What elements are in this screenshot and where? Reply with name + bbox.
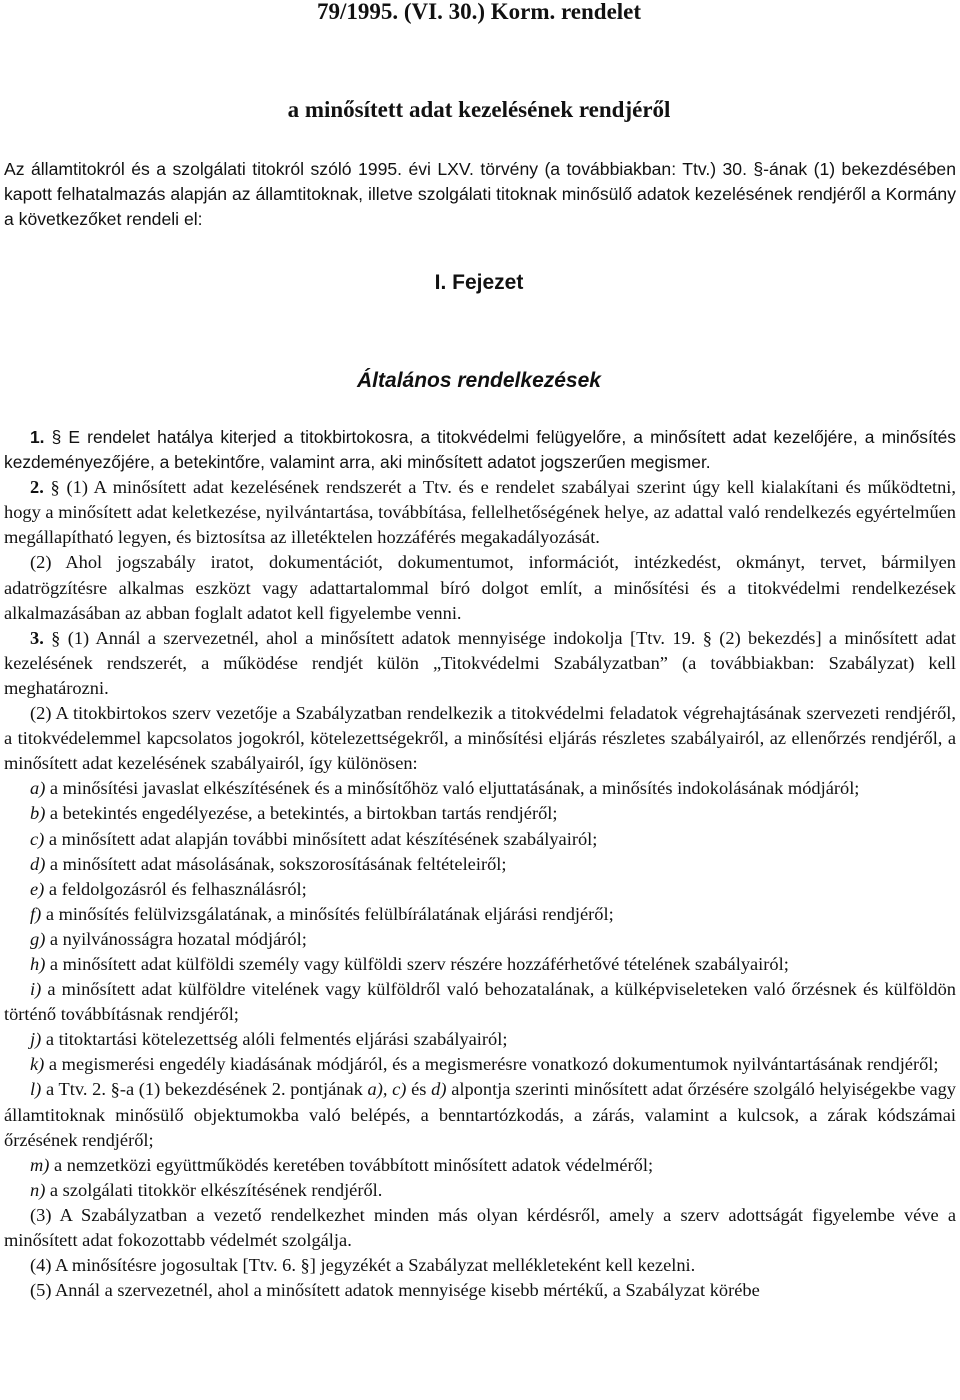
chapter-number: I. Fejezet <box>434 271 524 294</box>
list-item-text: a feldolgozásról és felhasználásról; <box>44 878 307 899</box>
decree-subject-title: a minősített adat kezelésének rendjéről <box>287 97 671 122</box>
list-item <box>4 1178 956 1203</box>
list-item-reference: d) <box>431 1079 447 1100</box>
list-item-reference: a), c) <box>367 1079 407 1100</box>
section-text: § (1) A minősített adat kezelésének rendszerét a Ttv. és e rendelet szabályai szerint úgy kell kialakítani és működtetni, hogy a minősített adat keletkezése, nyilvántartása, továbbítása, fellelhetőségének helye, az adattal való rendelkezés egyértelműen megállapítható legyen, és biztosítsa az illetéktelen hozzáférés megakadályozását. <box>4 477 956 548</box>
section-number: 3. <box>30 627 44 648</box>
list-item-text: a titoktartási kötelezettség alóli felmentés eljárási szabályairól; <box>41 1029 508 1050</box>
list-item-text: a minősítési javaslat elkészítésének és a minősítőhöz való eljuttatásának, a minősítés indokolásának módjáról; <box>45 778 860 799</box>
list-item-text: és <box>406 1079 432 1100</box>
section-text: § E rendelet hatálya kiterjed a titokbirtokosra, a titokvédelmi felügyelőre, a minősített adat kezelőjére, a minősítés kezdeményezőjére, a betekintőre, valamint arra, aki minősített adatot jogszerűen megismer. <box>4 427 956 473</box>
list-item-label: i) <box>30 979 42 1000</box>
list-item-label: m) <box>30 1154 50 1175</box>
section-number: 1. <box>30 427 45 447</box>
list-item-label: g) <box>30 928 46 949</box>
list-item-text: a minősített adat másolásának, sokszorosításának feltételeiről; <box>45 853 507 874</box>
list-item-text: a nemzetközi együttműködés keretében továbbított minősített adatok védelméről; <box>49 1154 654 1175</box>
list-item-label: a) <box>30 778 46 799</box>
list-item-label: c) <box>30 828 45 849</box>
list-item-text: a minősített adat alapján további minősített adat készítésének szabályairól; <box>44 828 598 849</box>
list-item-text: a Ttv. 2. §-a (1) bekezdésének 2. pontjának <box>41 1079 368 1100</box>
list-item-label: f) <box>30 903 42 924</box>
list-item <box>4 977 956 1027</box>
list-item-label: j) <box>30 1029 42 1050</box>
section-3-paragraph-3: (3) A Szabályzatban a vezető rendelkezhet minden más olyan kérdésről, amely a szerv adottságát figyelembe véve a minősített adat fokozottabb védelmét szolgálja. <box>4 1204 956 1250</box>
document-body <box>4 425 956 1303</box>
list-item-label: k) <box>30 1054 45 1075</box>
section-3-paragraph-1 <box>4 626 956 701</box>
list-items-continued <box>4 1153 956 1203</box>
list-item-text: a minősítés felülvizsgálatának, a minősítés felülbírálatának eljárási rendjéről; <box>41 903 614 924</box>
list-item-text: a minősített adat külföldre vitelének vagy külföldről való behozatalának, a külképviseleteken való őrzésnek és külföldön történő továbbításnak rendjéről; <box>4 979 956 1025</box>
list-item-text: a nyilvánosságra hozatal módjáról; <box>45 928 307 949</box>
list-items <box>4 776 956 1077</box>
list-item-label: b) <box>30 803 46 824</box>
list-item-text: a minősített adat külföldi személy vagy külföldi szerv részére hozzáférhetővé tételének szabályairól; <box>45 953 789 974</box>
list-item <box>4 776 956 801</box>
list-item-label: e) <box>30 878 45 899</box>
decree-number-title: 79/1995. (VI. 30.) Korm. rendelet <box>316 0 642 24</box>
list-item <box>4 1052 956 1077</box>
list-item-text: a betekintés engedélyezése, a betekintés, a birtokban tartás rendjéről; <box>45 803 558 824</box>
section-3-paragraph-5: (5) Annál a szervezetnél, ahol a minősített adatok mennyisége kisebb mértékű, a Szabályzat körébe <box>30 1280 760 1301</box>
list-item-text: alpontja szerinti minősített adat őrzésére szolgáló helyiségekbe vagy államtitoknak minősülő objektumokba való belépés, a benntartózkodás, a zárás, valamint a kulcsok, a zárak kódszámai őrzésének rendjéről; <box>4 1079 957 1150</box>
list-item <box>4 1153 956 1178</box>
list-item-label: h) <box>30 953 46 974</box>
section-2-paragraph-1 <box>4 475 956 550</box>
preamble-paragraph: Az államtitokról és a szolgálati titokról szóló 1995. évi LXV. törvény (a továbbiakban: Ttv.) 30. §-ának (1) bekezdésében kapott felhatalmazás alapján az államtitoknak, illetve szolgálati titoknak minősülő adatok kezelésének rendjéről a Kormány a következőket rendeli el: <box>4 159 956 230</box>
section-1 <box>4 425 956 475</box>
list-item <box>4 827 956 852</box>
list-item <box>4 927 956 952</box>
list-item <box>4 902 956 927</box>
list-item <box>4 852 956 877</box>
list-item-label: l) <box>30 1079 42 1100</box>
section-number: 2. <box>30 477 44 498</box>
list-item-label: n) <box>30 1179 46 1200</box>
chapter-title: Általános rendelkezések <box>357 369 601 392</box>
list-item <box>4 952 956 977</box>
list-item-text: a megismerési engedély kiadásának módjáról, és a megismerésre vonatkozó dokumentumok nyilvántartásának rendjéről; <box>44 1054 939 1075</box>
list-item <box>4 801 956 826</box>
list-item <box>4 1027 956 1052</box>
section-3-paragraph-2: (2) A titokbirtokos szerv vezetője a Szabályzatban rendelkezik a titokvédelmi feladatok végrehajtásának szervezeti rendjéről, a titokvédelemmel kapcsolatos jogokról, kötelezettségekről, a minősítési eljárás részletes szabályairól, az ellenőrzés rendjéről, a minősített adat kezelésének szabályairól, így különösen: <box>4 703 956 774</box>
list-item-text: a szolgálati titokkör elkészítésének rendjéről. <box>45 1179 383 1200</box>
list-item-label: d) <box>30 853 46 874</box>
list-item <box>4 877 956 902</box>
list-item-l <box>4 1077 956 1152</box>
section-3-paragraph-4: (4) A minősítésre jogosultak [Ttv. 6. §] jegyzékét a Szabályzat mellékleteként kell kezelni. <box>30 1255 696 1276</box>
section-text: § (1) Annál a szervezetnél, ahol a minősített adatok mennyisége indokolja [Ttv. 19. § (2) bekezdés] a minősített adat kezelésének rendszerét, a működése rendjét külön „Titokvédelmi Szabályzatban” (a továbbiakban: Szabályzat) kell meghatározni. <box>4 627 956 698</box>
section-2-paragraph-2: (2) Ahol jogszabály iratot, dokumentációt, dokumentumot, információt, intézkedést, okmányt, tervet, bármilyen adatrögzítésre alkalmas eszközt vagy adattartalommal bíró dolgot említ, a minősítési és a titokvédelmi rendelkezések alkalmazásában az abban foglalt adatot kell figyelembe venni. <box>4 552 956 623</box>
